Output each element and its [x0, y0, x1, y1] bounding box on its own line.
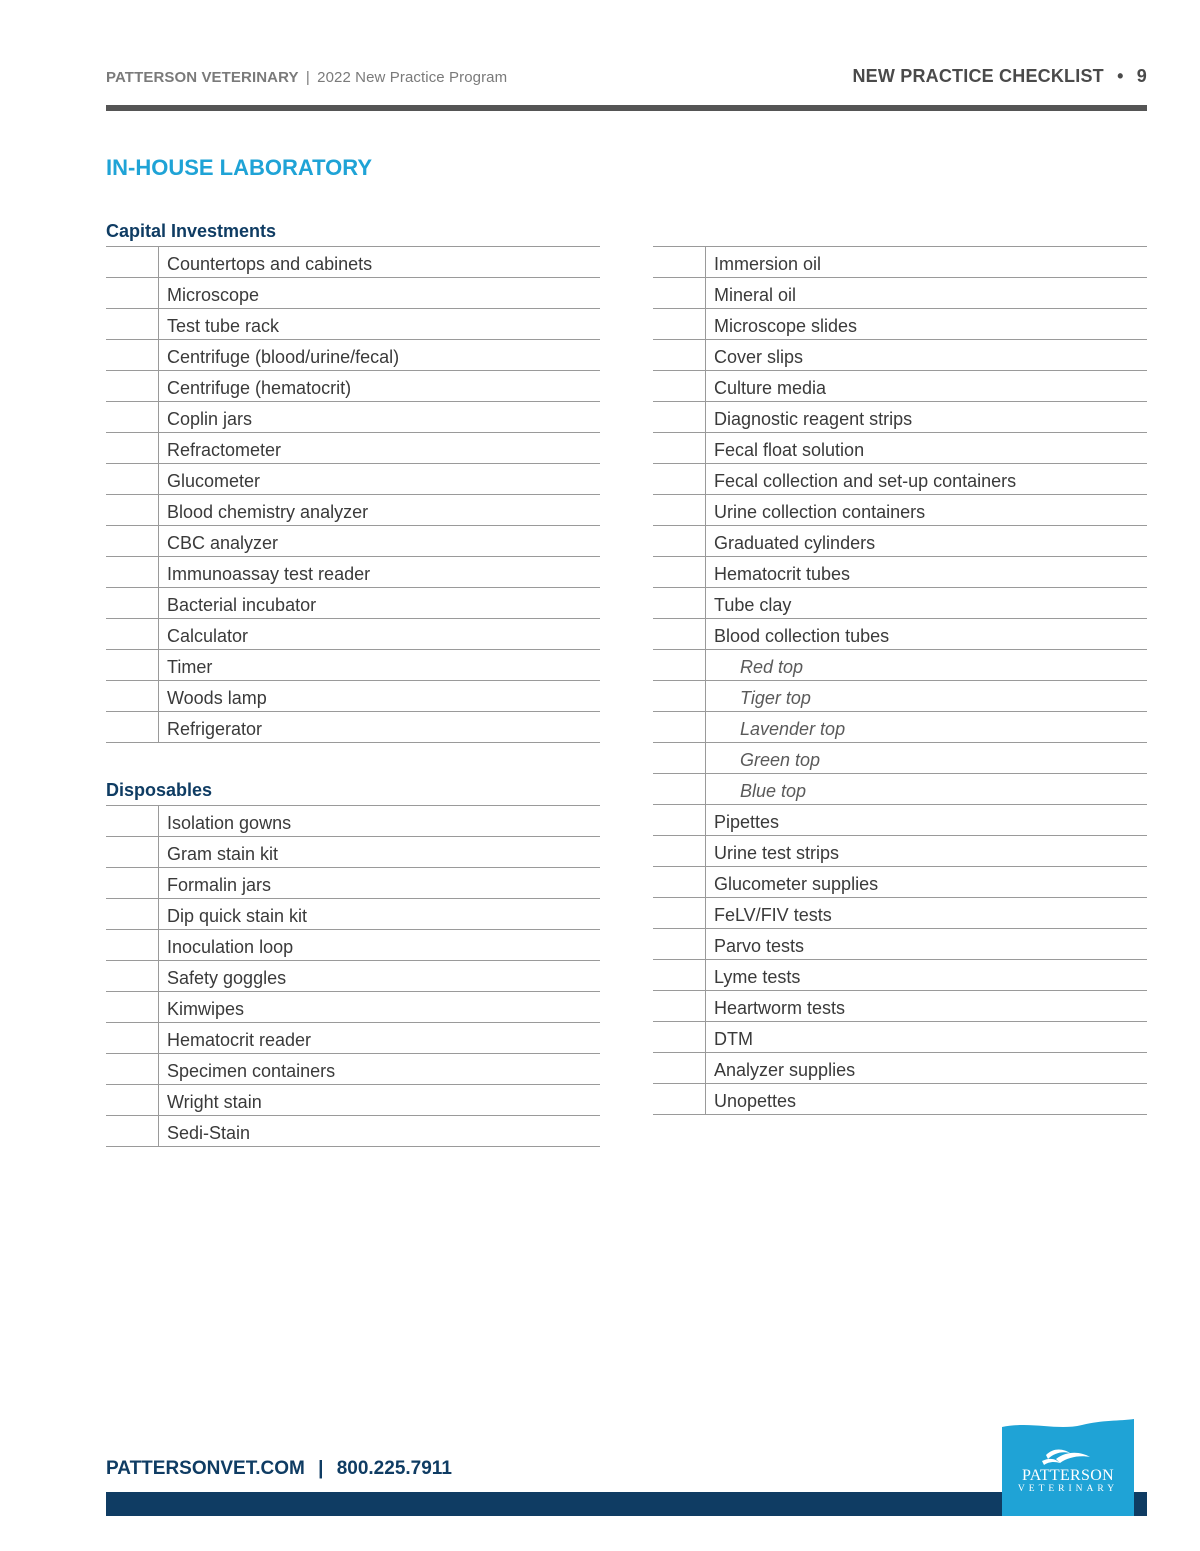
- checkbox-cell[interactable]: [653, 1084, 706, 1114]
- checklist-row: [653, 433, 1147, 464]
- checklist-row: [106, 1116, 600, 1147]
- checklist-row: [106, 557, 600, 588]
- logo-name: PATTERSON: [1022, 1467, 1114, 1484]
- checklist-item-label: Graduated cylinders: [714, 533, 876, 553]
- checkbox-cell[interactable]: [106, 650, 159, 680]
- checkbox-cell[interactable]: [653, 867, 706, 897]
- checkbox-cell[interactable]: [106, 309, 159, 339]
- checkbox-cell[interactable]: [653, 278, 706, 308]
- checklist-item-label: Wright stain: [167, 1092, 262, 1112]
- checklist-item-label: Centrifuge (hematocrit): [167, 378, 352, 398]
- checklist-row: [653, 712, 1147, 743]
- checklist-row: [653, 991, 1147, 1022]
- checkbox-cell[interactable]: [106, 340, 159, 370]
- checklist-item-label: Calculator: [167, 626, 249, 646]
- checklist-item-label: Formalin jars: [167, 875, 272, 895]
- checkbox-cell[interactable]: [106, 402, 159, 432]
- checkbox-cell[interactable]: [106, 837, 159, 867]
- checkbox-cell[interactable]: [106, 278, 159, 308]
- checklist-item-label: Immersion oil: [714, 254, 822, 274]
- disposables-table: [106, 806, 600, 1147]
- checklist-item-label: Specimen containers: [167, 1061, 336, 1081]
- checklist-row: [653, 371, 1147, 402]
- checkbox-cell[interactable]: [653, 960, 706, 990]
- checklist-item-label: Woods lamp: [167, 688, 267, 708]
- checklist-row: [106, 961, 600, 992]
- checklist-row: [106, 837, 600, 868]
- checkbox-cell[interactable]: [106, 1054, 159, 1084]
- checklist-row: [653, 402, 1147, 433]
- checkbox-cell[interactable]: [106, 588, 159, 618]
- checklist-item-label: Timer: [167, 657, 213, 677]
- checklist-item-label: CBC analyzer: [167, 533, 279, 553]
- checklist-item-label: Cover slips: [714, 347, 804, 367]
- checklist-row: [106, 899, 600, 930]
- checklist-row: [653, 1022, 1147, 1053]
- checklist-item-label: Blood collection tubes: [714, 626, 890, 646]
- checklist-row: [653, 278, 1147, 309]
- checkbox-cell[interactable]: [106, 1023, 159, 1053]
- checklist-row: [653, 867, 1147, 898]
- checkbox-cell[interactable]: [106, 433, 159, 463]
- checkbox-cell[interactable]: [653, 1053, 706, 1083]
- checkbox-cell[interactable]: [106, 464, 159, 494]
- header-checklist-title: NEW PRACTICE CHECKLIST: [852, 66, 1104, 86]
- patterson-veterinary-logo: [1002, 1419, 1134, 1516]
- checkbox-cell[interactable]: [653, 588, 706, 618]
- checklist-row: [106, 650, 600, 681]
- checklist-item-label: Blood chemistry analyzer: [167, 502, 369, 522]
- checklist-item-label: Hematocrit tubes: [714, 564, 851, 584]
- logo-subtitle: VETERINARY: [1017, 1484, 1119, 1494]
- checkbox-cell[interactable]: [653, 774, 706, 804]
- header-brand: PATTERSON VETERINARY: [106, 69, 299, 86]
- checklist-item-label: FeLV/FIV tests: [714, 905, 832, 925]
- checklist-item-label: Heartworm tests: [714, 998, 846, 1018]
- checklist-row: [106, 433, 600, 464]
- checklist-item-label: Pipettes: [714, 812, 780, 832]
- checklist-row: [106, 681, 600, 712]
- checklist-item-label: Inoculation loop: [167, 937, 294, 957]
- checklist-row: [653, 526, 1147, 557]
- checklist-item-label: DTM: [714, 1029, 753, 1049]
- checklist-item-label: Unopettes: [714, 1091, 797, 1111]
- checklist-row: [106, 526, 600, 557]
- checklist-row: [106, 402, 600, 433]
- checklist-item-label: Glucometer supplies: [714, 874, 879, 894]
- checklist-row: [653, 650, 1147, 681]
- header-program: 2022 New Practice Program: [317, 69, 508, 86]
- checkbox-cell[interactable]: [653, 247, 706, 277]
- checklist-row: [653, 309, 1147, 340]
- checkbox-cell[interactable]: [106, 247, 159, 277]
- checkbox-cell[interactable]: [653, 1022, 706, 1052]
- checkbox-cell[interactable]: [106, 992, 159, 1022]
- checkbox-cell[interactable]: [653, 898, 706, 928]
- checklist-row: [106, 1054, 600, 1085]
- checkbox-cell[interactable]: [106, 899, 159, 929]
- footer-website: PATTERSONVET.COM: [106, 1458, 305, 1479]
- checkbox-cell[interactable]: [653, 464, 706, 494]
- checklist-row: [106, 340, 600, 371]
- header-separator: |: [305, 69, 310, 86]
- checkbox-cell[interactable]: [106, 868, 159, 898]
- checklist-item-label: Parvo tests: [714, 936, 805, 956]
- checkbox-cell[interactable]: [106, 930, 159, 960]
- checklist-row: [106, 588, 600, 619]
- footer-contact: [106, 1458, 452, 1480]
- checklist-item-label: Coplin jars: [167, 409, 253, 429]
- footer-separator: |: [318, 1458, 324, 1479]
- checkbox-cell[interactable]: [106, 1116, 159, 1146]
- checklist-row: [106, 868, 600, 899]
- checkbox-cell[interactable]: [106, 495, 159, 525]
- checkbox-cell[interactable]: [106, 961, 159, 991]
- checklist-row: [106, 930, 600, 961]
- checklist-item-label: Isolation gowns: [167, 813, 292, 833]
- capital-investments-heading: Capital Investments: [106, 216, 600, 247]
- checklist-row: [106, 464, 600, 495]
- checklist-item-label: Sedi-Stain: [167, 1123, 251, 1143]
- checklist-item-label: Red top: [740, 657, 804, 677]
- checklist-item-label: Bacterial incubator: [167, 595, 317, 615]
- checklist-item-label: Tiger top: [740, 688, 811, 708]
- checkbox-cell[interactable]: [653, 650, 706, 680]
- checklist-row: [106, 278, 600, 309]
- checklist-row: [106, 992, 600, 1023]
- checklist-row: [106, 1023, 600, 1054]
- checklist-item-label: Microscope: [167, 285, 260, 305]
- running-header-left: [106, 69, 507, 86]
- checkbox-cell[interactable]: [653, 340, 706, 370]
- checklist-row: [106, 806, 600, 837]
- checkbox-cell[interactable]: [653, 495, 706, 525]
- checkbox-cell[interactable]: [106, 681, 159, 711]
- running-header-right: [852, 66, 1147, 87]
- checklist-item-label: Urine test strips: [714, 843, 840, 863]
- checklist-item-label: Tube clay: [714, 595, 792, 615]
- checklist-item-label: Fecal float solution: [714, 440, 865, 460]
- checklist-row: [653, 960, 1147, 991]
- checklist-row: [106, 371, 600, 402]
- header-rule: [106, 105, 1147, 111]
- checklist-row: [106, 619, 600, 650]
- checklist-row: [653, 588, 1147, 619]
- checkbox-cell[interactable]: [653, 402, 706, 432]
- checklist-item-label: Fecal collection and set-up containers: [714, 471, 1017, 491]
- checklist-item-label: Urine collection containers: [714, 502, 926, 522]
- checklist-row: [653, 464, 1147, 495]
- checklist-item-label: Hematocrit reader: [167, 1030, 312, 1050]
- checklist-item-label: Analyzer supplies: [714, 1060, 856, 1080]
- checklist-row: [653, 898, 1147, 929]
- header-bullet: •: [1117, 66, 1124, 86]
- capital-investments-table: [106, 247, 600, 743]
- checklist-item-label: Microscope slides: [714, 316, 858, 336]
- checklist-item-label: Test tube rack: [167, 316, 280, 336]
- checklist-row: [653, 619, 1147, 650]
- checklist-item-label: Dip quick stain kit: [167, 906, 308, 926]
- checklist-row: [653, 557, 1147, 588]
- checkbox-cell[interactable]: [653, 557, 706, 587]
- checklist-row: [106, 309, 600, 340]
- footer-phone: 800.225.7911: [336, 1458, 452, 1479]
- checkbox-cell[interactable]: [653, 743, 706, 773]
- checklist-item-label: Centrifuge (blood/urine/fecal): [167, 347, 400, 367]
- checkbox-cell[interactable]: [653, 433, 706, 463]
- checkbox-cell[interactable]: [653, 991, 706, 1021]
- checklist-row: [653, 774, 1147, 805]
- checkbox-cell[interactable]: [106, 371, 159, 401]
- checkbox-cell[interactable]: [106, 712, 159, 742]
- checkbox-cell[interactable]: [653, 526, 706, 556]
- checklist-item-label: Culture media: [714, 378, 827, 398]
- checklist-item-label: Refrigerator: [167, 719, 263, 739]
- checklist-item-label: Immunoassay test reader: [167, 564, 371, 584]
- checkbox-cell[interactable]: [106, 1085, 159, 1115]
- checkbox-cell[interactable]: [653, 681, 706, 711]
- checklist-item-label: Green top: [740, 750, 821, 770]
- checklist-row: [106, 1085, 600, 1116]
- checkbox-cell[interactable]: [106, 806, 159, 836]
- disposables-heading: Disposables: [106, 775, 600, 806]
- checklist-row: [106, 712, 600, 743]
- footer-bar: [106, 1492, 1147, 1516]
- supplies-table: [653, 246, 1147, 1115]
- checklist-item-label: Refractometer: [167, 440, 282, 460]
- checklist-row: [653, 1053, 1147, 1084]
- checklist-row: [653, 340, 1147, 371]
- checkbox-cell[interactable]: [653, 929, 706, 959]
- checklist-item-label: Diagnostic reagent strips: [714, 409, 913, 429]
- checklist-item-label: Gram stain kit: [167, 844, 279, 864]
- checkbox-cell[interactable]: [653, 371, 706, 401]
- checklist-row: [653, 495, 1147, 526]
- checkbox-cell[interactable]: [106, 619, 159, 649]
- checklist-row: [653, 805, 1147, 836]
- checklist-item-label: Safety goggles: [167, 968, 287, 988]
- checklist-row: [653, 743, 1147, 774]
- checkbox-cell[interactable]: [653, 712, 706, 742]
- checklist-item-label: Lavender top: [740, 719, 846, 739]
- checkbox-cell[interactable]: [653, 836, 706, 866]
- checkbox-cell[interactable]: [653, 309, 706, 339]
- checklist-row: [106, 247, 600, 278]
- checklist-row: [106, 495, 600, 526]
- checklist-row: [653, 247, 1147, 278]
- right-column: [653, 246, 1147, 1115]
- checklist-item-label: Blue top: [740, 781, 807, 801]
- checkbox-cell[interactable]: [653, 805, 706, 835]
- checkbox-cell[interactable]: [106, 526, 159, 556]
- checklist-item-label: Mineral oil: [714, 285, 797, 305]
- checklist-item-label: Lyme tests: [714, 967, 801, 987]
- checklist-item-label: Countertops and cabinets: [167, 254, 373, 274]
- section-title: IN-HOUSE LABORATORY: [106, 155, 373, 180]
- checklist-row: [653, 836, 1147, 867]
- checklist-row: [653, 1084, 1147, 1115]
- left-column: [106, 216, 600, 1147]
- checklist-row: [653, 681, 1147, 712]
- checklist-row: [653, 929, 1147, 960]
- checkbox-cell[interactable]: [106, 557, 159, 587]
- checklist-item-label: Kimwipes: [167, 999, 245, 1019]
- page-number: 9: [1136, 66, 1147, 86]
- checklist-item-label: Glucometer: [167, 471, 261, 491]
- checkbox-cell[interactable]: [653, 619, 706, 649]
